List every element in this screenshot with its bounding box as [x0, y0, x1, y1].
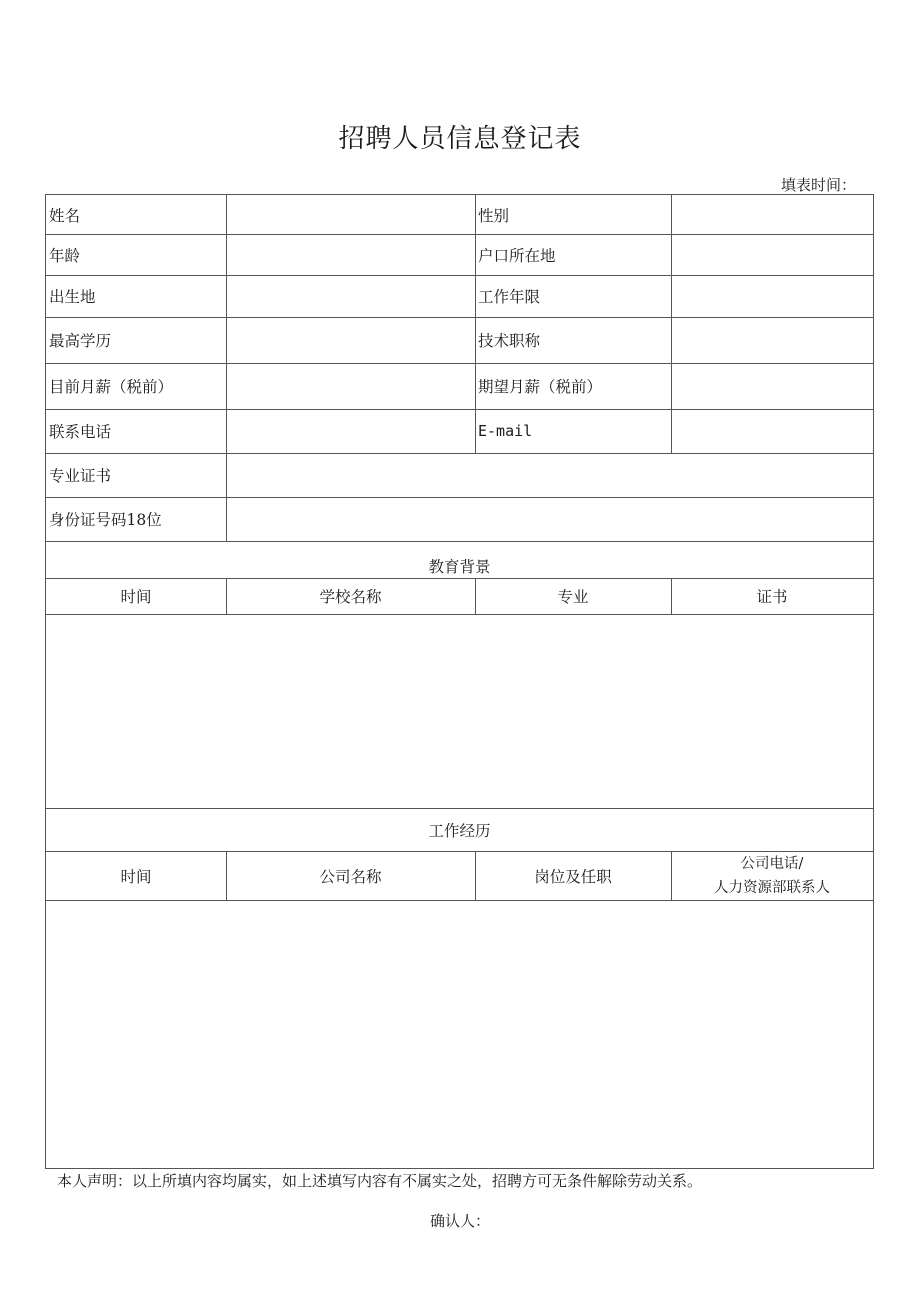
education-section-header: 教育背景: [428, 557, 491, 576]
education-entries-area[interactable]: [46, 614, 873, 808]
name-field[interactable]: [226, 195, 475, 234]
edu-col-school: 学校名称: [319, 588, 382, 606]
edu-col-certificate: 证书: [756, 588, 788, 606]
registration-form-table: [45, 194, 874, 1169]
name-label: 姓名: [49, 206, 81, 225]
email-label: E-mail: [478, 422, 533, 440]
work-years-label: 工作年限: [478, 288, 541, 306]
fill-time-field[interactable]: [856, 180, 874, 195]
work-col-contact-line2: 人力资源部联系人: [714, 879, 830, 896]
tech-title-field[interactable]: [671, 317, 873, 363]
age-label: 年龄: [49, 246, 81, 265]
edu-col-major: 专业: [557, 588, 589, 606]
birthplace-field[interactable]: [226, 275, 475, 317]
education-level-field[interactable]: [226, 317, 475, 363]
work-section-header: 工作经历: [428, 821, 491, 840]
current-salary-label: 目前月薪（税前）: [49, 378, 174, 396]
certificate-label: 专业证书: [49, 467, 112, 485]
gender-field[interactable]: [671, 195, 873, 234]
work-col-contact-line1: 公司电话/: [740, 855, 804, 872]
id-number-label: 身份证号码18位: [49, 511, 162, 529]
birthplace-label: 出生地: [49, 288, 96, 306]
phone-field[interactable]: [226, 409, 475, 453]
declaration-text: 本人声明：以上所填内容均属实，如上述填写内容有不属实之处，招聘方可无条件解除劳动关系。: [57, 1172, 703, 1190]
education-level-label: 最高学历: [49, 332, 112, 350]
tech-title-label: 技术职称: [478, 332, 541, 350]
work-col-contact: [671, 851, 873, 900]
fill-time-label: 填表时间：: [780, 176, 856, 194]
work-entries-area[interactable]: [46, 900, 873, 1168]
page-title: 招聘人员信息登记表: [338, 124, 582, 154]
confirm-label: 确认人：: [430, 1212, 491, 1230]
expected-salary-label: 期望月薪（税前）: [478, 378, 603, 396]
email-field[interactable]: [671, 409, 873, 453]
age-field[interactable]: [226, 234, 475, 275]
phone-label: 联系电话: [49, 423, 112, 441]
work-col-company: 公司名称: [319, 867, 382, 886]
edu-col-time: 时间: [120, 588, 152, 606]
hukou-label: 户口所在地: [478, 246, 556, 265]
current-salary-field[interactable]: [226, 363, 475, 409]
certificate-field[interactable]: [226, 453, 873, 497]
gender-label: 性别: [478, 206, 510, 225]
work-col-position: 岗位及任职: [534, 867, 612, 886]
work-years-field[interactable]: [671, 275, 873, 317]
id-number-field[interactable]: [226, 497, 873, 541]
expected-salary-field[interactable]: [671, 363, 873, 409]
work-col-time: 时间: [120, 867, 152, 886]
fill-time: [781, 174, 874, 195]
hukou-field[interactable]: [671, 234, 873, 275]
